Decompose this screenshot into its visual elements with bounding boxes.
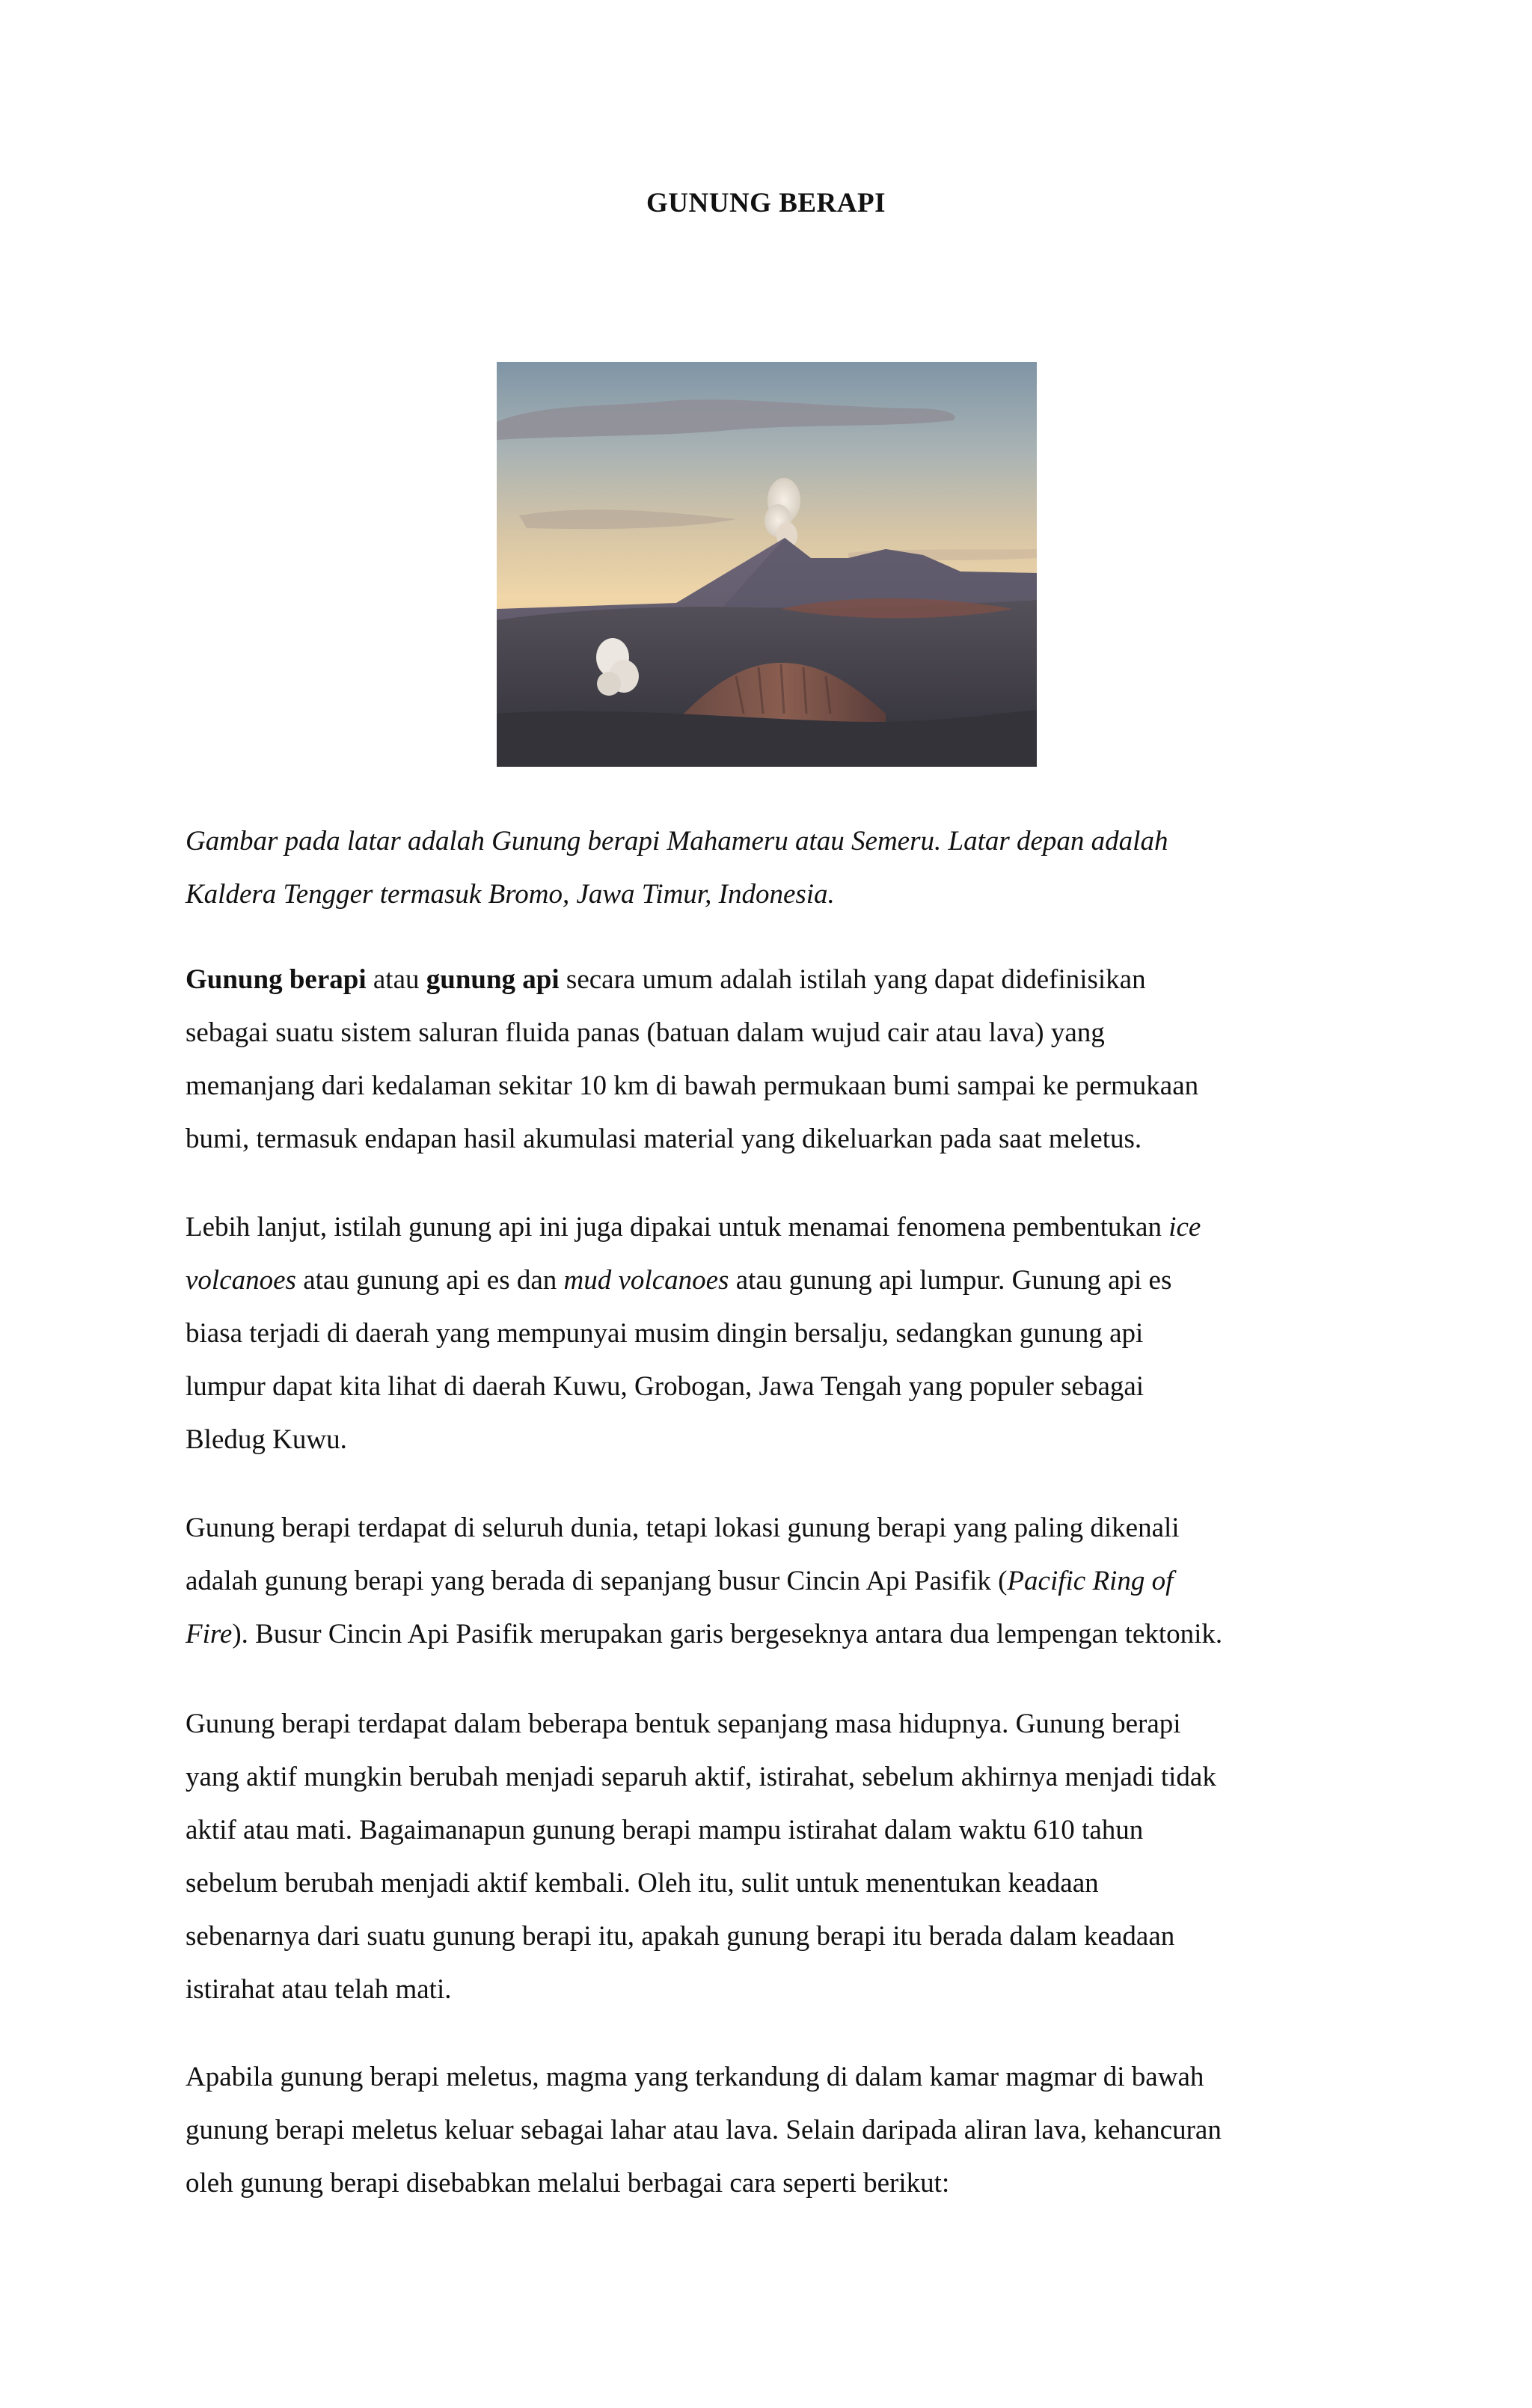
bold-term: Gunung berapi [186, 964, 367, 995]
paragraph-ring-of-fire [186, 1501, 1352, 1661]
text-run: adalah gunung berapi yang berada di sepanjang busur Cincin Api Pasifik ( [186, 1566, 1008, 1596]
bold-term: gunung api [426, 964, 560, 995]
image-caption [186, 815, 1352, 921]
paragraph-eruption [186, 2050, 1352, 2210]
text-run: secara umum adalah istilah yang dapat didefinisikan [559, 964, 1146, 995]
caption-line: Kaldera Tengger termasuk Bromo, Jawa Timur, Indonesia. [186, 879, 835, 910]
paragraph-definition [186, 953, 1352, 1165]
text-run: atau gunung api lumpur. Gunung api es [729, 1265, 1172, 1296]
text-line: oleh gunung berapi disebabkan melalui berbagai cara seperti berikut: [186, 2168, 950, 2199]
text-line: biasa terjadi di daerah yang mempunyai musim dingin bersalju, sedangkan gunung api [186, 1318, 1144, 1349]
text-line: Apabila gunung berapi meletus, magma yang terkandung di dalam kamar magmar di bawah [186, 2062, 1204, 2092]
text-line: aktif atau mati. Bagaimanapun gunung berapi mampu istirahat dalam waktu 610 tahun [186, 1815, 1144, 1845]
text-line: sebelum berubah menjadi aktif kembali. Oleh itu, sulit untuk menentukan keadaan [186, 1868, 1099, 1899]
text-run: ). Busur Cincin Api Pasifik merupakan garis bergeseknya antara dua lempengan tektonik. [232, 1619, 1223, 1649]
text-line: Gunung berapi terdapat dalam beberapa bentuk sepanjang masa hidupnya. Gunung berapi [186, 1709, 1181, 1739]
caption-line: Gambar pada latar adalah Gunung berapi Mahameru atau Semeru. Latar depan adalah [186, 826, 1168, 857]
text-line: yang aktif mungkin berubah menjadi separuh aktif, istirahat, sebelum akhirnya menjadi tidak [186, 1762, 1216, 1792]
italic-term: mud volcanoes [563, 1265, 729, 1296]
text-run: atau gunung api es dan [295, 1265, 564, 1296]
text-line: sebagai suatu sistem saluran fluida panas (batuan dalam wujud cair atau lava) yang [186, 1017, 1105, 1048]
document-title: GUNUNG BERAPI [646, 188, 886, 218]
text-run: atau [366, 964, 426, 995]
paragraph-ice-mud-volcanoes [186, 1201, 1352, 1466]
text-line: sebenarnya dari suatu gunung berapi itu, apakah gunung berapi itu berada dalam keadaan [186, 1921, 1175, 1952]
volcano-photo [497, 362, 1037, 767]
italic-term: volcanoes [186, 1265, 296, 1296]
italic-term: ice [1168, 1212, 1201, 1243]
paragraph-life-stages [186, 1697, 1352, 2016]
text-line: Bledug Kuwu. [186, 1424, 347, 1455]
text-line: Gunung berapi terdapat di seluruh dunia, tetapi lokasi gunung berapi yang paling dikenali [186, 1513, 1180, 1543]
text-line: gunung berapi meletus keluar sebagai lahar atau lava. Selain daripada aliran lava, kehancuran [186, 2115, 1222, 2145]
text-line: istirahat atau telah mati. [186, 1974, 452, 2005]
text-run: Lebih lanjut, istilah gunung api ini juga dipakai untuk menamai fenomena pembentukan [186, 1212, 1169, 1243]
text-line: lumpur dapat kita lihat di daerah Kuwu, Grobogan, Jawa Tengah yang populer sebagai [186, 1371, 1145, 1402]
text-line: bumi, termasuk endapan hasil akumulasi material yang dikeluarkan pada saat meletus. [186, 1124, 1142, 1154]
text-line: memanjang dari kedalaman sekitar 10 km di bawah permukaan bumi sampai ke permukaan [186, 1070, 1199, 1101]
italic-term: Fire [186, 1619, 233, 1649]
italic-term: Pacific Ring of [1007, 1566, 1174, 1596]
